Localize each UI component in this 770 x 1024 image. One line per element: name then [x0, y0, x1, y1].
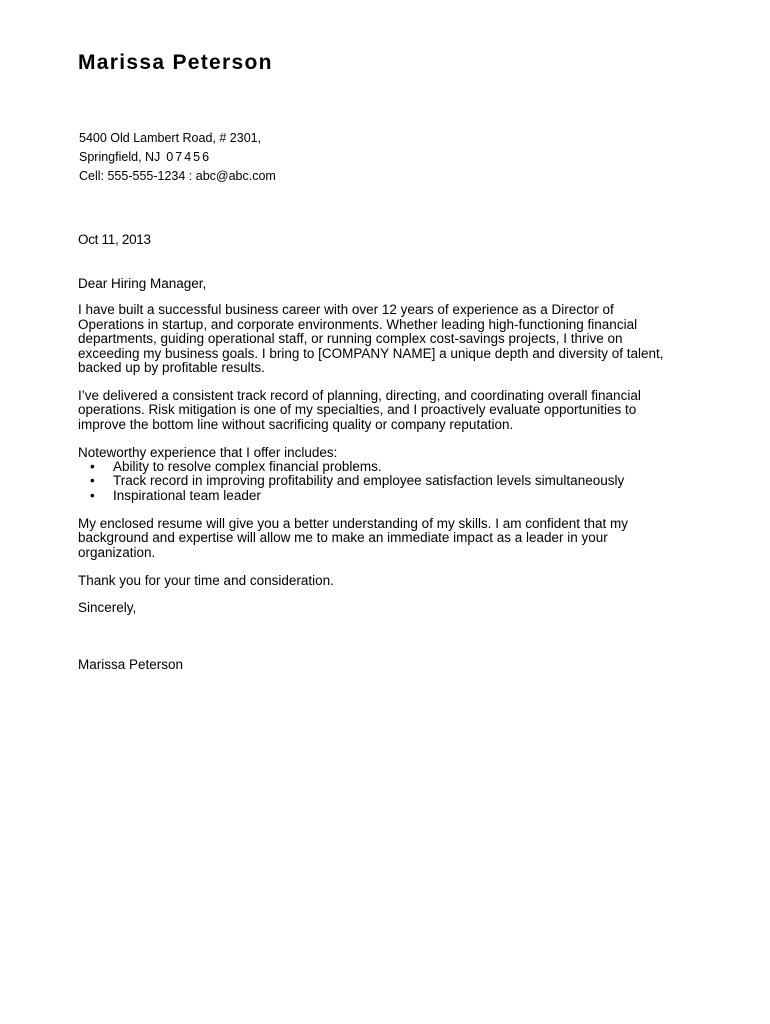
letter-body	[78, 277, 678, 686]
list-item-text: Inspirational team leader	[113, 487, 261, 503]
salutation: Dear Hiring Manager,	[78, 276, 207, 291]
paragraph-track-record: I’ve delivered a consistent track record of planning, directing, and coordinating overall financial operations. Risk mitigation is one of my specialties, and I proactively evaluate opportunities to improve the bottom line without sacrificing quality or company reputation.	[78, 387, 641, 432]
list-item	[78, 460, 678, 474]
signature-name: Marissa Peterson	[78, 656, 184, 672]
closing: Sincerely,	[78, 600, 137, 616]
list-item	[78, 489, 678, 503]
experience-list	[78, 460, 678, 503]
paragraph-intro: I have built a successful business career with over 12 years of experience as a Director of Operations in startup, and corporate environments. Whether leading high-functioning financial departments, guiding operational staff, or running complex cost-savings projects, I thrive on exceeding my business goals. I bring to [COMPANY NAME] a unique depth and diversity of talent, backed up by profitable results.	[78, 302, 664, 376]
experience-intro: Noteworthy experience that I offer includes:	[78, 444, 338, 460]
bullet-icon: •	[90, 473, 95, 489]
list-item-text: Ability to resolve complex financial problems.	[113, 459, 382, 475]
zip-code: 07456	[166, 150, 212, 164]
bullet-icon: •	[90, 487, 95, 503]
letter-date: Oct 11, 2013	[78, 232, 151, 247]
address-line: 5400 Old Lambert Road, # 2301,	[79, 131, 262, 145]
paragraph-resume: My enclosed resume will give you a better understanding of my skills. I am confident that my background and expertise will allow me to make an immediate impact as a leader in your organization.	[78, 515, 628, 560]
list-item	[78, 474, 678, 488]
bullet-icon: •	[90, 459, 95, 475]
contact-line: Cell: 555-555-1234 : abc@abc.com	[79, 169, 276, 183]
city-state: Springfield, NJ	[79, 150, 161, 164]
sender-name: Marissa Peterson	[78, 51, 273, 74]
list-item-text: Track record in improving profitability and employee satisfaction levels simultaneously	[113, 473, 625, 489]
sender-address-block	[79, 129, 276, 186]
thank-you-line: Thank you for your time and consideration.	[78, 572, 334, 588]
city-state-zip-line	[79, 148, 276, 167]
